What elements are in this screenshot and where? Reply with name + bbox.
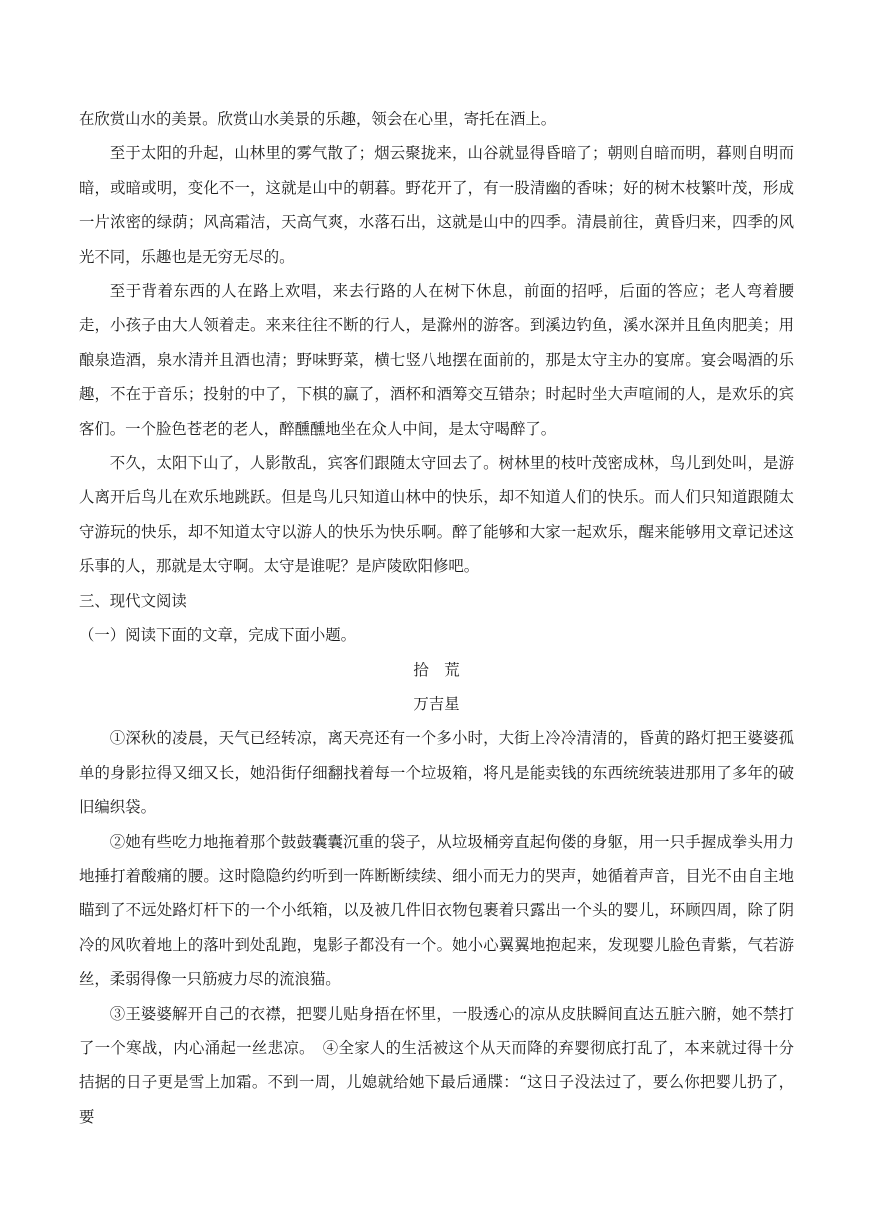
article-paragraph-3: ③王婆婆解开自己的衣襟，把婴儿贴身捂在怀里，一股透心的凉从皮肤瞬间直达五脏六腑，她不禁打了一个寒战，内心涌起一丝悲凉。 ④全家人的生活被这个从天而降的弃婴彻底打乱了，本来就过得十分拮据的日子更是雪上加霜。不到一周，儿媳就给她下最后通牒：“这日子没法过了，要么你把婴儿扔了，要 [79, 1004, 794, 1126]
translation-paragraph-sunset: 不久，太阳下山了，人影散乱，宾客们跟随太守回去了。树林里的枝叶茂密成林，鸟儿到处叫，是游人离开后鸟儿在欢乐地跳跃。但是鸟儿只知道山林中的快乐，却不知道人们的快乐。而人们只知道跟随太守游玩的快乐，却不知道太守以游人的快乐为快乐啊。醉了能够和大家一起欢乐，醒来能够用文章记述这乐事的人，那就是太守啊。太守是谁呢？是庐陵欧阳修吧。 [79, 454, 794, 576]
translation-paragraph-banquet: 至于背着东西的人在路上欢唱，来去行路的人在树下休息，前面的招呼，后面的答应；老人弯着腰走，小孩子由大人领着走。来来往往不断的行人，是滁州的游客。到溪边钓鱼，溪水深并且鱼肉肥美；用酿泉造酒，泉水清并且酒也清；野味野菜，横七竖八地摆在面前的，那是太守主办的宴席。宴会喝酒的乐趣，不在于音乐；投射的中了，下棋的赢了，酒杯和酒筹交互错杂；时起时坐大声喧闹的人，是欢乐的宾客们。一个脸色苍老的老人，醉醺醺地坐在众人中间，是太守喝醉了。 [79, 282, 794, 438]
translation-paragraph-tail: 在欣赏山水的美景。欣赏山水美景的乐趣，领会在心里，寄托在酒上。 [79, 110, 557, 128]
article-paragraph-2: ②她有些吃力地拖着那个鼓鼓囊囊沉重的袋子，从垃圾桶旁直起佝偻的身躯，用一只手握成拳头用力地捶打着酸痛的腰。这时隐隐约约听到一阵断断续续、细小而无力的哭声，她循着声音，目光不由自主地瞄到了不远处路灯杆下的一个小纸箱，以及被几件旧衣物包裹着只露出一个头的婴儿，环顾四周，除了阴冷的风吹着地上的落叶到处乱跑，鬼影子都没有一个。她小心翼翼地抱起来，发现婴儿脸色青紫，气若游丝，柔弱得像一只筋疲力尽的流浪猫。 [79, 832, 794, 989]
translation-paragraph-mountain-scenery: 至于太阳的升起，山林里的雾气散了；烟云聚拢来，山谷就显得昏暗了；朝则自暗而明，暮则自明而暗，或暗或明，变化不一，这就是山中的朝暮。野花开了，有一股清幽的香味；好的树木枝繁叶茂，形成一片浓密的绿荫；风高霜洁，天高气爽，水落石出，这就是山中的四季。清晨前往，黄昏归来，四季的风光不同，乐趣也是无穷无尽的。 [79, 144, 794, 266]
article-title: 拾 荒 [413, 660, 460, 679]
section-heading: 三、现代文阅读 [79, 591, 187, 610]
article-author: 万吉星 [413, 694, 460, 713]
article-paragraph-1: ①深秋的凌晨，天气已经转凉，离天亮还有一个多小时，大街上冷冷清清的，昏黄的路灯把王婆婆孤单的身影拉得又细又长，她沿街仔细翻找着每一个垃圾箱，将凡是能卖钱的东西统统装进那用了多年的破旧编织袋。 [79, 729, 794, 817]
page-content [79, 102, 794, 1134]
section-instruction: （一）阅读下面的文章，完成下面小题。 [79, 626, 357, 645]
